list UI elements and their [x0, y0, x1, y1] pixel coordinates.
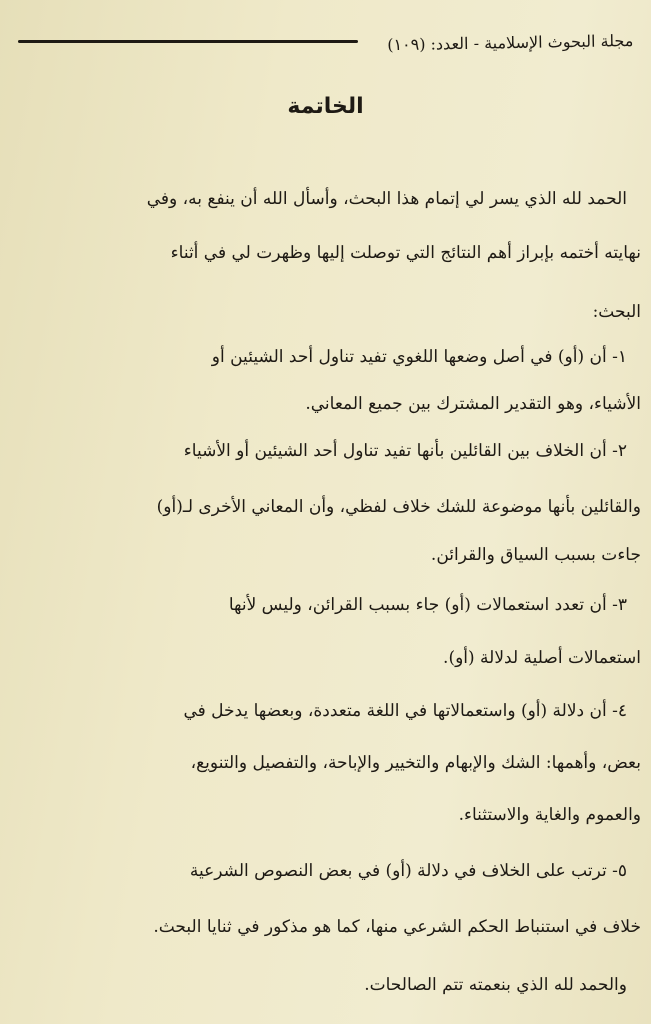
- running-header: [18, 30, 633, 80]
- text-line: ٣- أن تعدد استعمالات (أو) جاء بسبب القرائن، وليس لأنها: [228, 595, 627, 615]
- text-line: جاءت بسبب السياق والقرائن.: [430, 545, 641, 565]
- text-line: والحمد لله الذي بنعمته تتم الصالحات.: [364, 975, 627, 995]
- text-line: ٢- أن الخلاف بين القائلين بأنها تفيد تناول أحد الشيئين أو الأشياء: [183, 441, 627, 461]
- section-heading: الخاتمة: [287, 94, 364, 119]
- journal-title: مجلة البحوث الإسلامية - العدد: (١٠٩): [386, 30, 634, 55]
- header-rule: [18, 40, 358, 43]
- text-line: والقائلين بأنها موضوعة للشك خلاف لفظي، وأن المعاني الأخرى لـ(أو): [156, 497, 641, 517]
- text-line: البحث:: [592, 302, 641, 322]
- text-line: الحمد لله الذي يسر لي إتمام هذا البحث، وأسأل الله أن ينفع به، وفي: [146, 189, 627, 209]
- text-line: بعض، وأهمها: الشك والإبهام والتخيير والإباحة، والتفصيل والتنويع،: [190, 753, 641, 773]
- text-line: والعموم والغاية والاستثناء.: [458, 805, 641, 825]
- text-line: ٥- ترتب على الخلاف في دلالة (أو) في بعض النصوص الشرعية: [189, 861, 627, 881]
- text-line: ٤- أن دلالة (أو) واستعمالاتها في اللغة متعددة، وبعضها يدخل في: [183, 701, 627, 721]
- text-line: نهايته أختمه بإبراز أهم النتائج التي توصلت إليها وظهرت لي في أثناء: [170, 243, 641, 263]
- text-line: الأشياء، وهو التقدير المشترك بين جميع المعاني.: [305, 394, 641, 414]
- text-line: استعمالات أصلية لدلالة (أو).: [443, 648, 641, 668]
- text-line: خلاف في استنباط الحكم الشرعي منها، كما هو مذكور في ثنايا البحث.: [153, 917, 641, 937]
- text-line: ١- أن (أو) في أصل وضعها اللغوي تفيد تناول أحد الشيئين أو: [211, 347, 627, 367]
